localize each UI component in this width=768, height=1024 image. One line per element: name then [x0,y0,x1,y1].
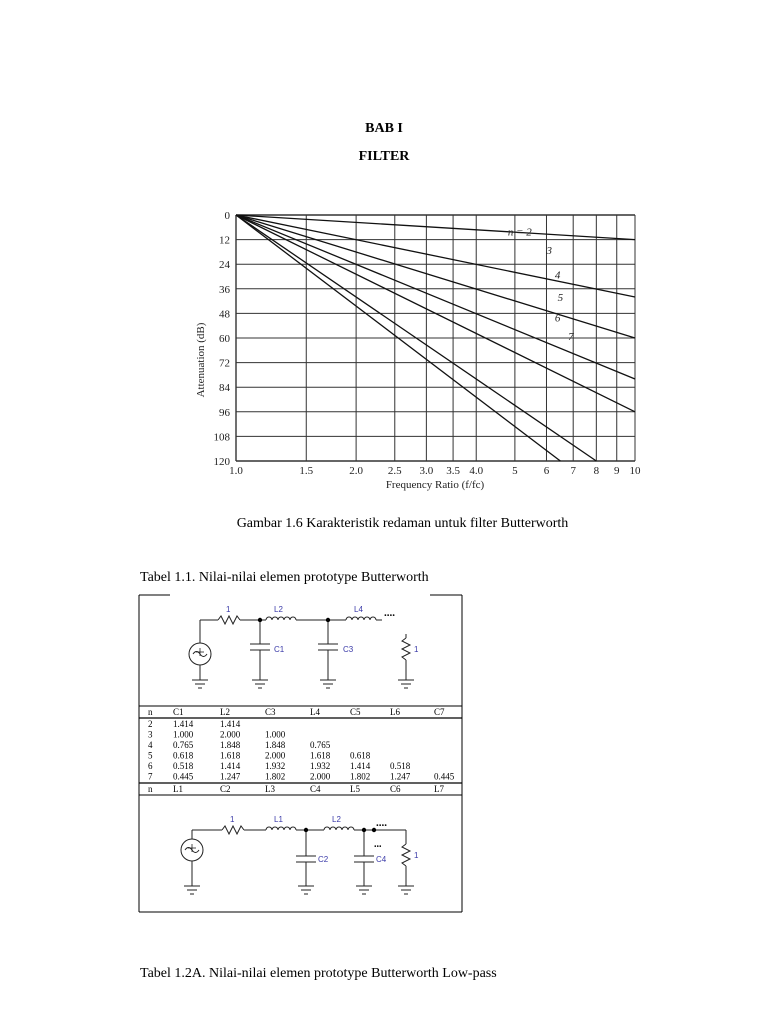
table-footer-cell: C4 [310,784,321,794]
table-footer-cell: L7 [434,784,444,794]
table1-caption: Tabel 1.1. Nilai-nilai elemen prototype Butterworth [140,570,429,585]
table-footer-cell: L1 [173,784,183,794]
x-tick-label: 4.0 [469,465,484,477]
y-tick-label: 108 [213,431,230,444]
table-header-cell: C3 [265,707,276,717]
table-cell: 6 [148,761,153,771]
series-line-order-3 [236,215,635,338]
table-cell: 3 [148,729,153,740]
top-label-dots: .... [384,607,395,619]
bottom-label-dots: .... [376,817,387,829]
y-tick-label: 72 [219,357,230,370]
table-header-cell: C5 [350,707,361,717]
top-label-c3: C3 [343,645,354,654]
table-footer-cell: C2 [220,784,231,794]
chart-series-labels [508,227,574,344]
table-cell: 0.518 [390,761,411,771]
prototype-element-figure [138,594,464,916]
table-header-cell: L2 [220,707,230,717]
x-tick-label: 2.5 [387,465,402,477]
table-cell: 1.802 [350,771,371,782]
table-cell: 0.445 [173,771,194,782]
y-tick-label: 12 [219,234,230,247]
chart-x-ticks [229,465,641,477]
resistor-icon [222,826,244,834]
y-tick-label: 24 [219,259,230,272]
top-label-r-load: 1 [414,645,419,654]
table-footer-cell: n [148,784,153,794]
top-label-l2: L2 [274,605,283,614]
table-footer-cell: L5 [350,784,360,794]
figure-caption: Gambar 1.6 Karakteristik redaman untuk filter Butterworth [236,516,569,531]
table-cell: 1.848 [220,740,241,750]
resistor-icon [402,844,410,866]
bottom-label-l1: L1 [274,815,283,824]
y-tick-label: 60 [219,333,230,345]
bottom-label-mid-dots: ... [374,839,382,850]
x-tick-label: 8 [593,465,600,477]
table-cell: 7 [148,771,153,782]
table-header-cell: L4 [310,707,320,717]
table-cell: 0.445 [434,771,455,782]
chapter-number: BAB I [365,121,403,136]
top-label-c1: C1 [274,645,285,654]
table-header-cell: n [148,707,153,717]
table-cell: 1.414 [173,719,194,729]
table-cell: 1.802 [265,771,286,782]
x-tick-label: 7 [570,465,576,477]
table-cell: 1.414 [350,761,371,771]
table-cell: 1.848 [265,740,286,750]
table-cell: 5 [148,750,153,761]
table-cell: 0.618 [350,750,371,761]
series-label: 6 [554,312,561,325]
table-cell: 0.765 [310,740,331,750]
table-cell: 1.932 [265,761,286,771]
chart-y-axis-label: Attenuation (dB) [195,322,207,398]
y-tick-label: 48 [219,308,230,321]
table-cell: 2.000 [220,729,241,740]
x-tick-label: 9 [613,465,620,477]
table-footer-cell: C6 [390,784,401,794]
table-cell: 0.765 [173,740,194,750]
element-value-table [139,706,462,795]
inductor-icon [346,617,376,620]
table-cell: 1.000 [265,729,286,740]
x-tick-label: 10 [629,465,641,477]
chart-grid [236,215,635,461]
table-header-cell: L6 [390,707,400,717]
inductor-icon [266,617,296,620]
table-header-cell: C7 [434,707,445,717]
table-cell: 1.414 [220,719,241,729]
table-cell: 1.618 [220,750,241,761]
top-label-l4: L4 [354,605,363,614]
top-label-r1: 1 [226,605,231,614]
series-label: 5 [557,292,564,305]
y-tick-label: 120 [213,456,230,468]
y-tick-label: 36 [219,283,230,296]
bottom-label-c4: C4 [376,855,387,864]
table-cell: 0.518 [173,761,194,771]
table-cell: 1.932 [310,761,331,771]
table-cell: 1.000 [173,729,194,740]
x-tick-label: 3.5 [446,465,460,477]
table-cell: 2.000 [265,750,286,761]
table-cell: 1.414 [220,761,241,771]
table-cell: 0.618 [173,750,194,761]
resistor-icon [402,638,410,660]
chapter-title: FILTER [358,149,410,164]
table-cell: 4 [148,740,153,750]
bottom-label-c2: C2 [318,855,329,864]
top-ladder-circuit [189,616,414,688]
series-label: n = 2 [507,226,532,239]
y-tick-label: 96 [219,406,230,419]
x-tick-label: 1.5 [299,465,314,477]
x-tick-label: 5 [512,465,518,477]
bottom-label-r-load: 1 [414,851,419,860]
resistor-icon [218,616,240,624]
series-label: 4 [554,269,561,282]
bottom-label-l2: L2 [332,815,341,824]
table-cell: 1.247 [390,771,411,782]
y-tick-label: 84 [219,382,230,395]
x-tick-label: 3.0 [419,465,434,477]
inductor-icon [266,827,296,830]
table-cell: 2.000 [310,771,331,782]
chart-y-ticks [214,210,231,468]
table-cell: 2 [148,719,153,729]
table2-caption: Tabel 1.2A. Nilai-nilai elemen prototype Butterworth Low-pass [140,966,497,981]
inductor-icon [324,827,354,830]
x-tick-label: 2.0 [349,465,363,477]
table-footer-cell: L3 [265,784,275,794]
table-header-cell: C1 [173,707,184,717]
bottom-label-r1: 1 [230,815,235,824]
series-label: 3 [546,244,552,257]
x-tick-label: 6 [543,465,550,477]
table-cell: 1.247 [220,771,241,782]
chart-x-axis-label: Frequency Ratio (f/fc) [385,479,485,491]
x-tick-label: 1.0 [229,465,243,477]
series-label: 7 [568,331,574,344]
table-cell: 1.618 [310,750,331,761]
butterworth-attenuation-chart [180,200,650,500]
y-tick-label: 0 [224,210,230,222]
